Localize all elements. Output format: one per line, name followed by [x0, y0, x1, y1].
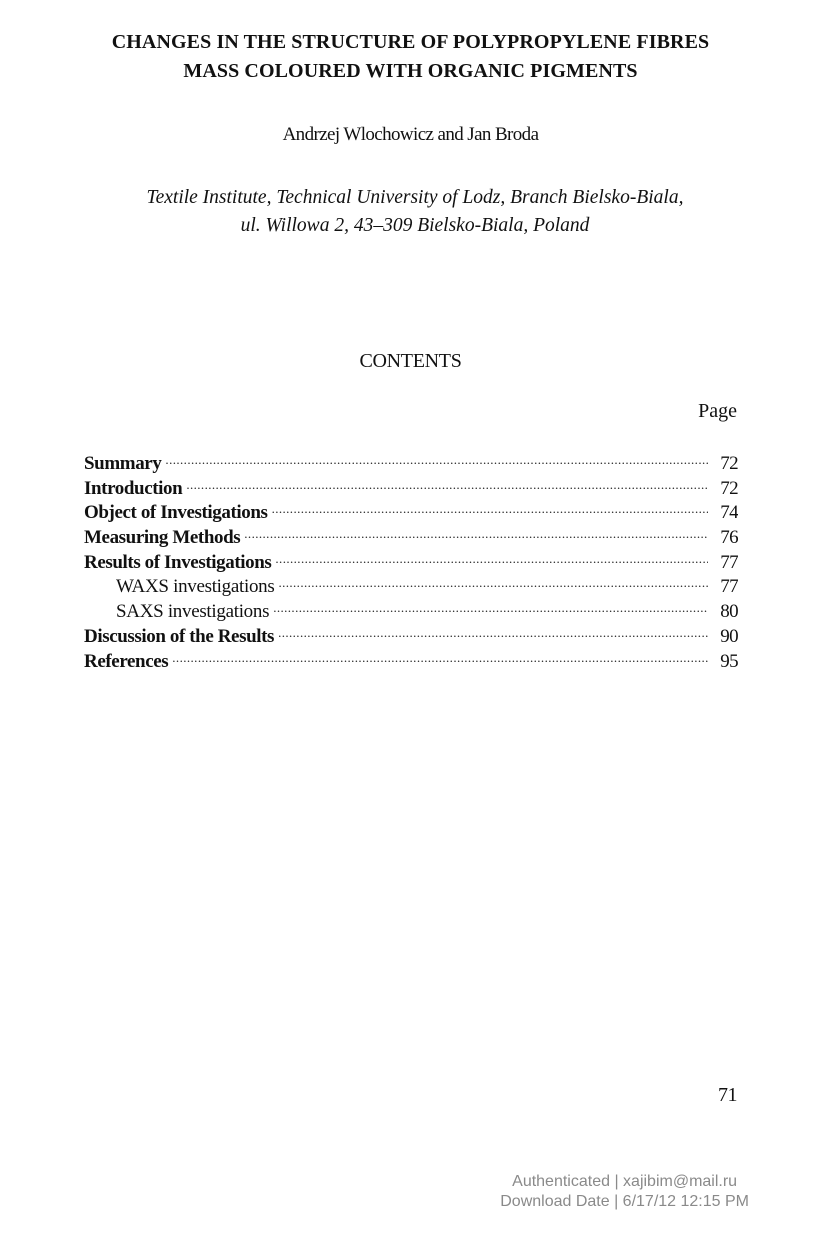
watermark-download-date: Download Date | 6/17/12 12:15 PM: [500, 1193, 749, 1210]
affiliation: [0, 184, 821, 240]
toc-leader-dots: [278, 624, 708, 643]
toc-entry-label: Discussion of the Results: [84, 625, 275, 647]
toc-leader-dots: [273, 599, 708, 618]
toc-entry-label: Introduction: [84, 477, 183, 499]
authors: Andrzej Wlochowicz and Jan Broda: [282, 124, 539, 145]
toc-entry-introduction: [84, 475, 738, 500]
affiliation-line-2: ul. Willowa 2, 43–309 Bielsko-Biala, Poland: [240, 215, 590, 236]
toc-entry-label: References: [84, 650, 169, 672]
toc-entry-page: 77: [720, 551, 738, 573]
contents-heading: CONTENTS: [359, 350, 462, 372]
toc-entry-waxs-investigations: [84, 573, 738, 598]
page-column-heading: Page: [698, 400, 737, 422]
toc-entry-saxs-investigations: [84, 598, 738, 623]
toc-entry-label: Results of Investigations: [84, 551, 272, 573]
toc-leader-dots: [186, 476, 708, 495]
toc-entry-label: SAXS investigations: [116, 601, 270, 623]
toc-leader-dots: [278, 574, 708, 593]
toc-entry-references: [84, 648, 738, 673]
toc-entry-page: 76: [720, 527, 738, 549]
paper-title: [0, 28, 821, 86]
toc-entry-label: WAXS investigations: [116, 576, 275, 598]
toc-leader-dots: [272, 500, 708, 519]
toc-leader-dots: [165, 451, 708, 470]
paper-title-line-1: CHANGES IN THE STRUCTURE OF POLYPROPYLENE FIBRES: [111, 31, 710, 53]
page-number: 71: [718, 1084, 737, 1106]
toc-entry-page: 95: [720, 650, 738, 672]
toc-entry-measuring-methods: [84, 524, 738, 549]
toc-leader-dots: [172, 649, 708, 668]
toc-entry-label: Object of Investigations: [84, 502, 268, 524]
toc-entry-label: Summary: [84, 453, 162, 474]
watermark-authenticated: Authenticated | xajibim@mail.ru: [512, 1173, 738, 1190]
toc-entry-discussion-of-results: [84, 623, 738, 648]
toc-entry-results-of-investigations: [84, 549, 738, 574]
toc-entry-summary: [84, 450, 738, 475]
paper-title-line-2: MASS COLOURED WITH ORGANIC PIGMENTS: [183, 60, 638, 82]
toc-entry-page: 72: [720, 453, 738, 474]
toc-entry-page: 72: [720, 477, 738, 499]
toc-entry-page: 74: [720, 502, 738, 524]
toc-entry-label: Measuring Methods: [84, 527, 241, 549]
table-of-contents: [84, 450, 738, 672]
toc-entry-page: 90: [720, 625, 738, 647]
affiliation-line-1: Textile Institute, Technical University of Lodz, Branch Bielsko-Biala,: [146, 187, 684, 208]
download-watermark: [500, 1172, 749, 1212]
toc-leader-dots: [244, 525, 708, 544]
toc-leader-dots: [275, 550, 708, 569]
toc-entry-page: 80: [720, 601, 738, 623]
toc-entry-page: 77: [720, 576, 738, 598]
toc-entry-object-of-investigations: [84, 499, 738, 524]
